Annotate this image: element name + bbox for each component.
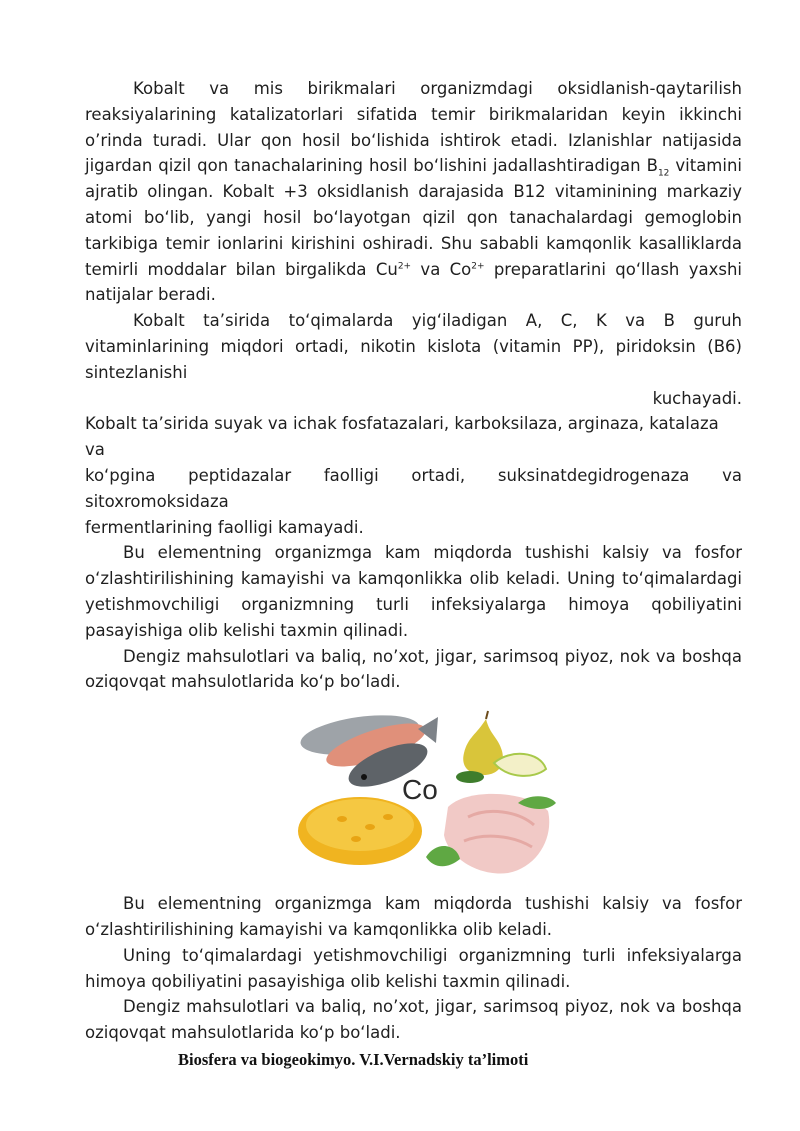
text-line: sitoxromoksidaza — [85, 491, 229, 511]
pear-icon — [456, 711, 546, 783]
text-span: Kobalt ta’sirida to‘qimalarda yig‘iladigan A, C, K va B guruh vitaminlarining miqdori ortadi, nikotin kislota (vitamin PP), piridoksin (B6) sintezlanishi — [85, 311, 742, 382]
document-page — [85, 76, 742, 1072]
text-line: va — [85, 440, 105, 460]
paragraph-sources: Dengiz mahsulotlari va baliq, no’xot, jigar, sarimsoq piyoz, nok va boshqa oziqovqat mahsulotlarida ko‘p bo‘ladi. — [85, 646, 742, 692]
section-title: Biosfera va biogeokimyo. V.I.Vernadskiy ta’limoti — [178, 1049, 529, 1069]
cobalt-food-figure — [298, 707, 560, 883]
text-span: Kobalt va mis birikmalari organizmdagi oksidlanish-qaytarilish reaksiyalarining katalizatorlari sifatida temir birikmalaridan keyin ikkinchi o’rinda turadi. Ular qon hosil bo‘lishida ishtirok etadi. Izlanishlar natijasida jigardan qizil qon tanachalarining hosil bo‘lishini jadallashtiradigan B — [85, 79, 742, 176]
superscript: 2+ — [471, 261, 485, 272]
food-illustration — [298, 707, 560, 883]
superscript: 2+ — [397, 261, 412, 272]
text-span: va Co — [411, 259, 472, 279]
paragraph-deficiency-repeat: Bu elementning organizmga kam miqdorda tushishi kalsiy va fosfor o‘zlashtirilishining kamayishi va kamqonlikka olib keladi. — [85, 894, 742, 939]
text-line: ko‘pgina peptidazalar faolligi ortadi, suksinatdegidrogenaza va — [85, 465, 742, 485]
cobalt-symbol: Co — [402, 774, 438, 806]
text-line: Kobalt ta’sirida suyak va ichak fosfatazalari, karboksilaza, arginaza, katalaza — [85, 414, 719, 434]
text-line — [85, 308, 742, 385]
paragraph-cobalt-role — [85, 76, 742, 308]
subscript: 12 — [657, 168, 670, 179]
text-line: kuchayadi. — [652, 388, 742, 408]
paragraph-vitamins — [85, 308, 742, 540]
text-span: preparatlarini qo‘llash yaxshi natijalar beradi. — [85, 259, 742, 305]
paragraph-deficiency: Bu elementning organizmga kam miqdorda tushishi kalsiy va fosfor o‘zlashtirilishining kamayishi va kamqonlikka olib keladi. Uning to‘qimalardagi yetishmovchiligi organizmning turli infeksiyalarga himoya qobiliyatini pasayishiga olib kelishi taxmin qilinadi. — [85, 543, 742, 640]
text-line: fermentlarining faolligi kamayadi. — [85, 517, 364, 537]
lentils-icon — [298, 797, 422, 865]
paragraph-sources-repeat: Dengiz mahsulotlari va baliq, no’xot, jigar, sarimsoq piyoz, nok va boshqa oziqovqat mahsulotlarida ko‘p bo‘ladi. — [85, 997, 742, 1043]
meat-icon — [426, 794, 556, 874]
paragraph-infection-repeat: Uning to‘qimalardagi yetishmovchiligi organizmning turli infeksiyalarga himoya qobiliyatini pasayishiga olib kelishi taxmin qilinadi. — [85, 945, 742, 991]
text-span: vitamini ajratib olingan. Kobalt +3 oksidlanish darajasida B12 vitaminining markaziy atomi bo‘lib, yangi hosil bo‘layotgan qizil qon tanachalardagi gemoglobin tarkibiga temir ionlarini kirishini oshiradi. Shu sababli kamqonlik kasalliklarda temirli moddalar bilan birgalikda Cu — [85, 156, 743, 279]
